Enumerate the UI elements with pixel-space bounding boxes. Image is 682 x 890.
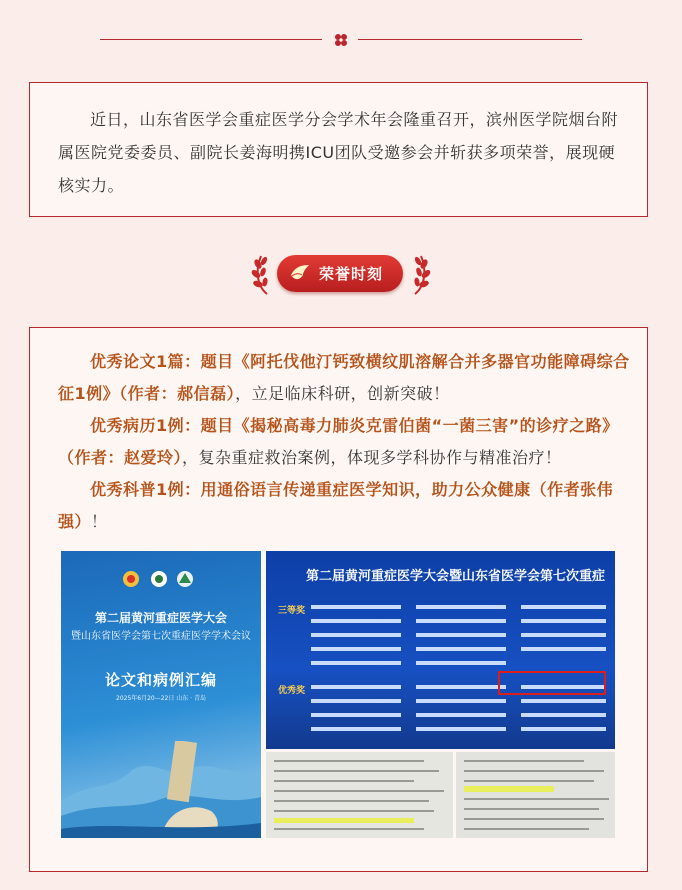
- screen-label-excellent: 优秀奖: [278, 686, 306, 696]
- award-science-title: 优秀科普1例：用通俗语言传递重症医学知识，助力公众健康（作者张伟强）: [58, 480, 614, 531]
- booklet-line2: 暨山东省医学会第七次重症医学学术会议: [71, 631, 251, 642]
- booklet-line3: 论文和病例汇编: [104, 671, 217, 689]
- award-paper: [58, 346, 632, 410]
- award-case-comment: ，复杂重症救治案例，体现多学科协作与精准治疗！: [182, 448, 562, 467]
- dove-icon: [289, 263, 311, 283]
- booklet-line1: 第二届黄河重症医学大会: [94, 611, 227, 625]
- awards-box: [29, 327, 648, 872]
- intro-box: [29, 82, 648, 217]
- award-case: [58, 410, 632, 474]
- highlight-frame: [498, 671, 606, 695]
- mountain-illustration: [61, 741, 261, 838]
- honor-pill-label: 荣誉时刻: [319, 265, 384, 283]
- award-paper-comment: ，立足临床科研，创新突破！: [235, 384, 450, 403]
- award-science: [58, 474, 632, 538]
- document-photo-2: [456, 752, 615, 838]
- laurel-right-icon: [409, 252, 431, 296]
- award-case-title: 优秀病历1例：题目《揭秘高毒力肺炎克雷伯菌“一菌三害”的诊疗之路》（作者：赵爱玲）: [58, 416, 619, 467]
- screen-label-third-prize: 三等奖: [278, 606, 306, 616]
- honor-pill: [277, 255, 403, 292]
- award-screen-photo: [266, 551, 615, 749]
- document-photo-1: [266, 752, 453, 838]
- top-divider: [100, 38, 582, 42]
- screen-title: 第二届黄河重症医学大会暨山东省医学会第七次重症: [306, 569, 606, 584]
- booklet-date: 2025年6月20—22日 山东 · 青岛: [116, 695, 206, 702]
- award-paper-title: 优秀论文1篇：题目《阿托伐他汀钙致横纹肌溶解合并多器官功能障碍综合征1例》（作者：郝信磊）: [58, 352, 630, 403]
- flower-ornament-icon: [334, 33, 348, 47]
- document-lines-2: [456, 752, 615, 838]
- conference-logos: [119, 569, 199, 589]
- intro-paragraph: 近日，山东省医学会重症医学分会学术年会隆重召开，滨州医学院烟台附属医院党委委员、副院长姜海明携ICU团队受邀参会并斩获多项荣誉，展现硬核实力。: [58, 110, 619, 195]
- booklet-photo: [61, 551, 261, 838]
- document-lines-1: [266, 752, 453, 838]
- honor-moment-badge: [251, 252, 431, 296]
- award-science-comment: ！: [91, 512, 108, 531]
- laurel-left-icon: [251, 252, 273, 296]
